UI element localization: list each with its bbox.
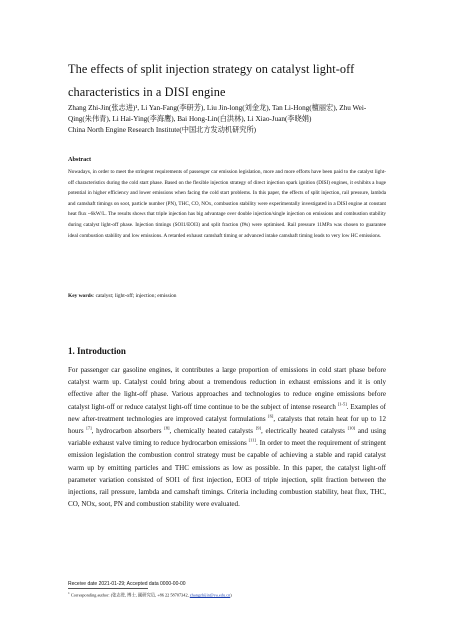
keywords-text: : catalyst; light-off; injection; emission — [92, 293, 177, 299]
intro-text: and using variable exhaust valve timing to reduce hydrocarbon emissions — [68, 427, 387, 448]
keywords-label: Key words — [68, 293, 93, 299]
paper-title: The effects of split injection strategy on catalyst light-off characteristics in a DISI engine — [68, 62, 355, 99]
intro-text: , catalysts that retain heat for up to 12 hours — [68, 414, 386, 436]
author-list: Zhang Zhi-Jin(张志进)¹, Li Yan-Fang(李研芳), Liu Jin-long(刘金龙), Tan Li-Hong(檀丽宏), Zhu Wei-Qing(朱伟青), Li Hai-Ying(李海鹰), Bai Hong-Lin(白洪林), Li Xiao-Juan(李晓娟) — [68, 104, 367, 123]
citation: [11] — [248, 437, 257, 443]
intro-text: , hydrocarbon absorbers — [91, 427, 165, 436]
footer-dates: Receive date 2021-01-29; Accepted data 0000-00-00 — [68, 581, 186, 587]
corresponding-author-text: Corresponding author: (张志进, 博士, 副研究员, +86 22 58707342, — [70, 592, 190, 598]
intro-text: . In order to meet the requirement of stringent emission legislation the combustion control strategy must be capable of achieving a stable and rapid catalyst warm up by emitting particles and THC emissions as low as possible. In this paper, the catalyst light-off parameter variation consisted of SOI1 of first injection, EOI3 of triple injection, split fraction between the injections, rail pressure, lambda and camshaft timings. Criteria including combustion stability, heat flux, THC, CO, NOx, soot, PN and combustion stability were evaluated. — [68, 439, 386, 509]
abstract-text: Nowadays, in order to meet the stringent requirements of passenger car emission legislation, more and more efforts have been paid to the catalyst light-off characteristics during the cold start phase. Based on the flexible injection strategy of direct injection spark ignition (DISI) engines, it exhibits a huge potential in higher efficiency and lower emissions when facing the cold start problems. In this paper, the effects of split injection, rail pressure, lambda and camshaft timings on soot, particle number (PN), THC, CO, NOx, combustion stability were experimentally investigated in a DISI engine at constant heat flux ~6kW/L. The results shows that triple injection has big advantage over double injection/single injection on emissions and combustion stability during catalyst light-off phase. Injection timings (SOI1/EOI3) and split fraction (f#s) were optimised. Rail pressure 11MPa was chosen to guarantee ideal combustion stability and low emissions. A retarded exhaust camshaft timing or advanced intake camshaft timing leads to very low HC emissions. — [68, 169, 386, 239]
corresponding-author-end: ) — [230, 592, 232, 598]
footnote-rule — [68, 588, 148, 589]
intro-text: . Examples of new after-treatment technologies are improved catalyst formulations — [68, 402, 386, 423]
citation: [6] — [268, 413, 274, 419]
citation: [7] — [86, 425, 92, 431]
citation: [8] — [164, 425, 170, 431]
intro-text: , chemically heated catalysts — [169, 427, 256, 436]
introduction-paragraph — [68, 364, 386, 510]
intro-text: For passenger car gasoline engines, it contributes a large proportion of emissions in cold start phase before catalyst warm up. Catalyst could bring about a tremendous reduction in exhaust emissions and it is only effective after the light-off phase. Various approaches and technologies to reduce engine emissions before catalyst light-off or reduce catalyst light-off time continue to be the subject of intense research — [68, 366, 386, 411]
abstract-heading: Abstract — [68, 156, 92, 163]
corresponding-author-note — [68, 591, 232, 598]
citation: [10] — [347, 425, 356, 431]
intro-text: , electrically heated catalysts — [260, 427, 348, 436]
footnote-mark: 1 — [68, 591, 70, 595]
citation: [9] — [255, 425, 261, 431]
keywords — [68, 293, 386, 299]
section-heading-introduction: 1. Introduction — [68, 346, 126, 356]
affiliation: China North Engine Research Institute(中国北方发动机研究所) — [68, 126, 257, 134]
author-email-link[interactable]: zhangzhijin@ya.edu.cn — [189, 592, 231, 598]
citation: [1-5] — [337, 401, 347, 407]
